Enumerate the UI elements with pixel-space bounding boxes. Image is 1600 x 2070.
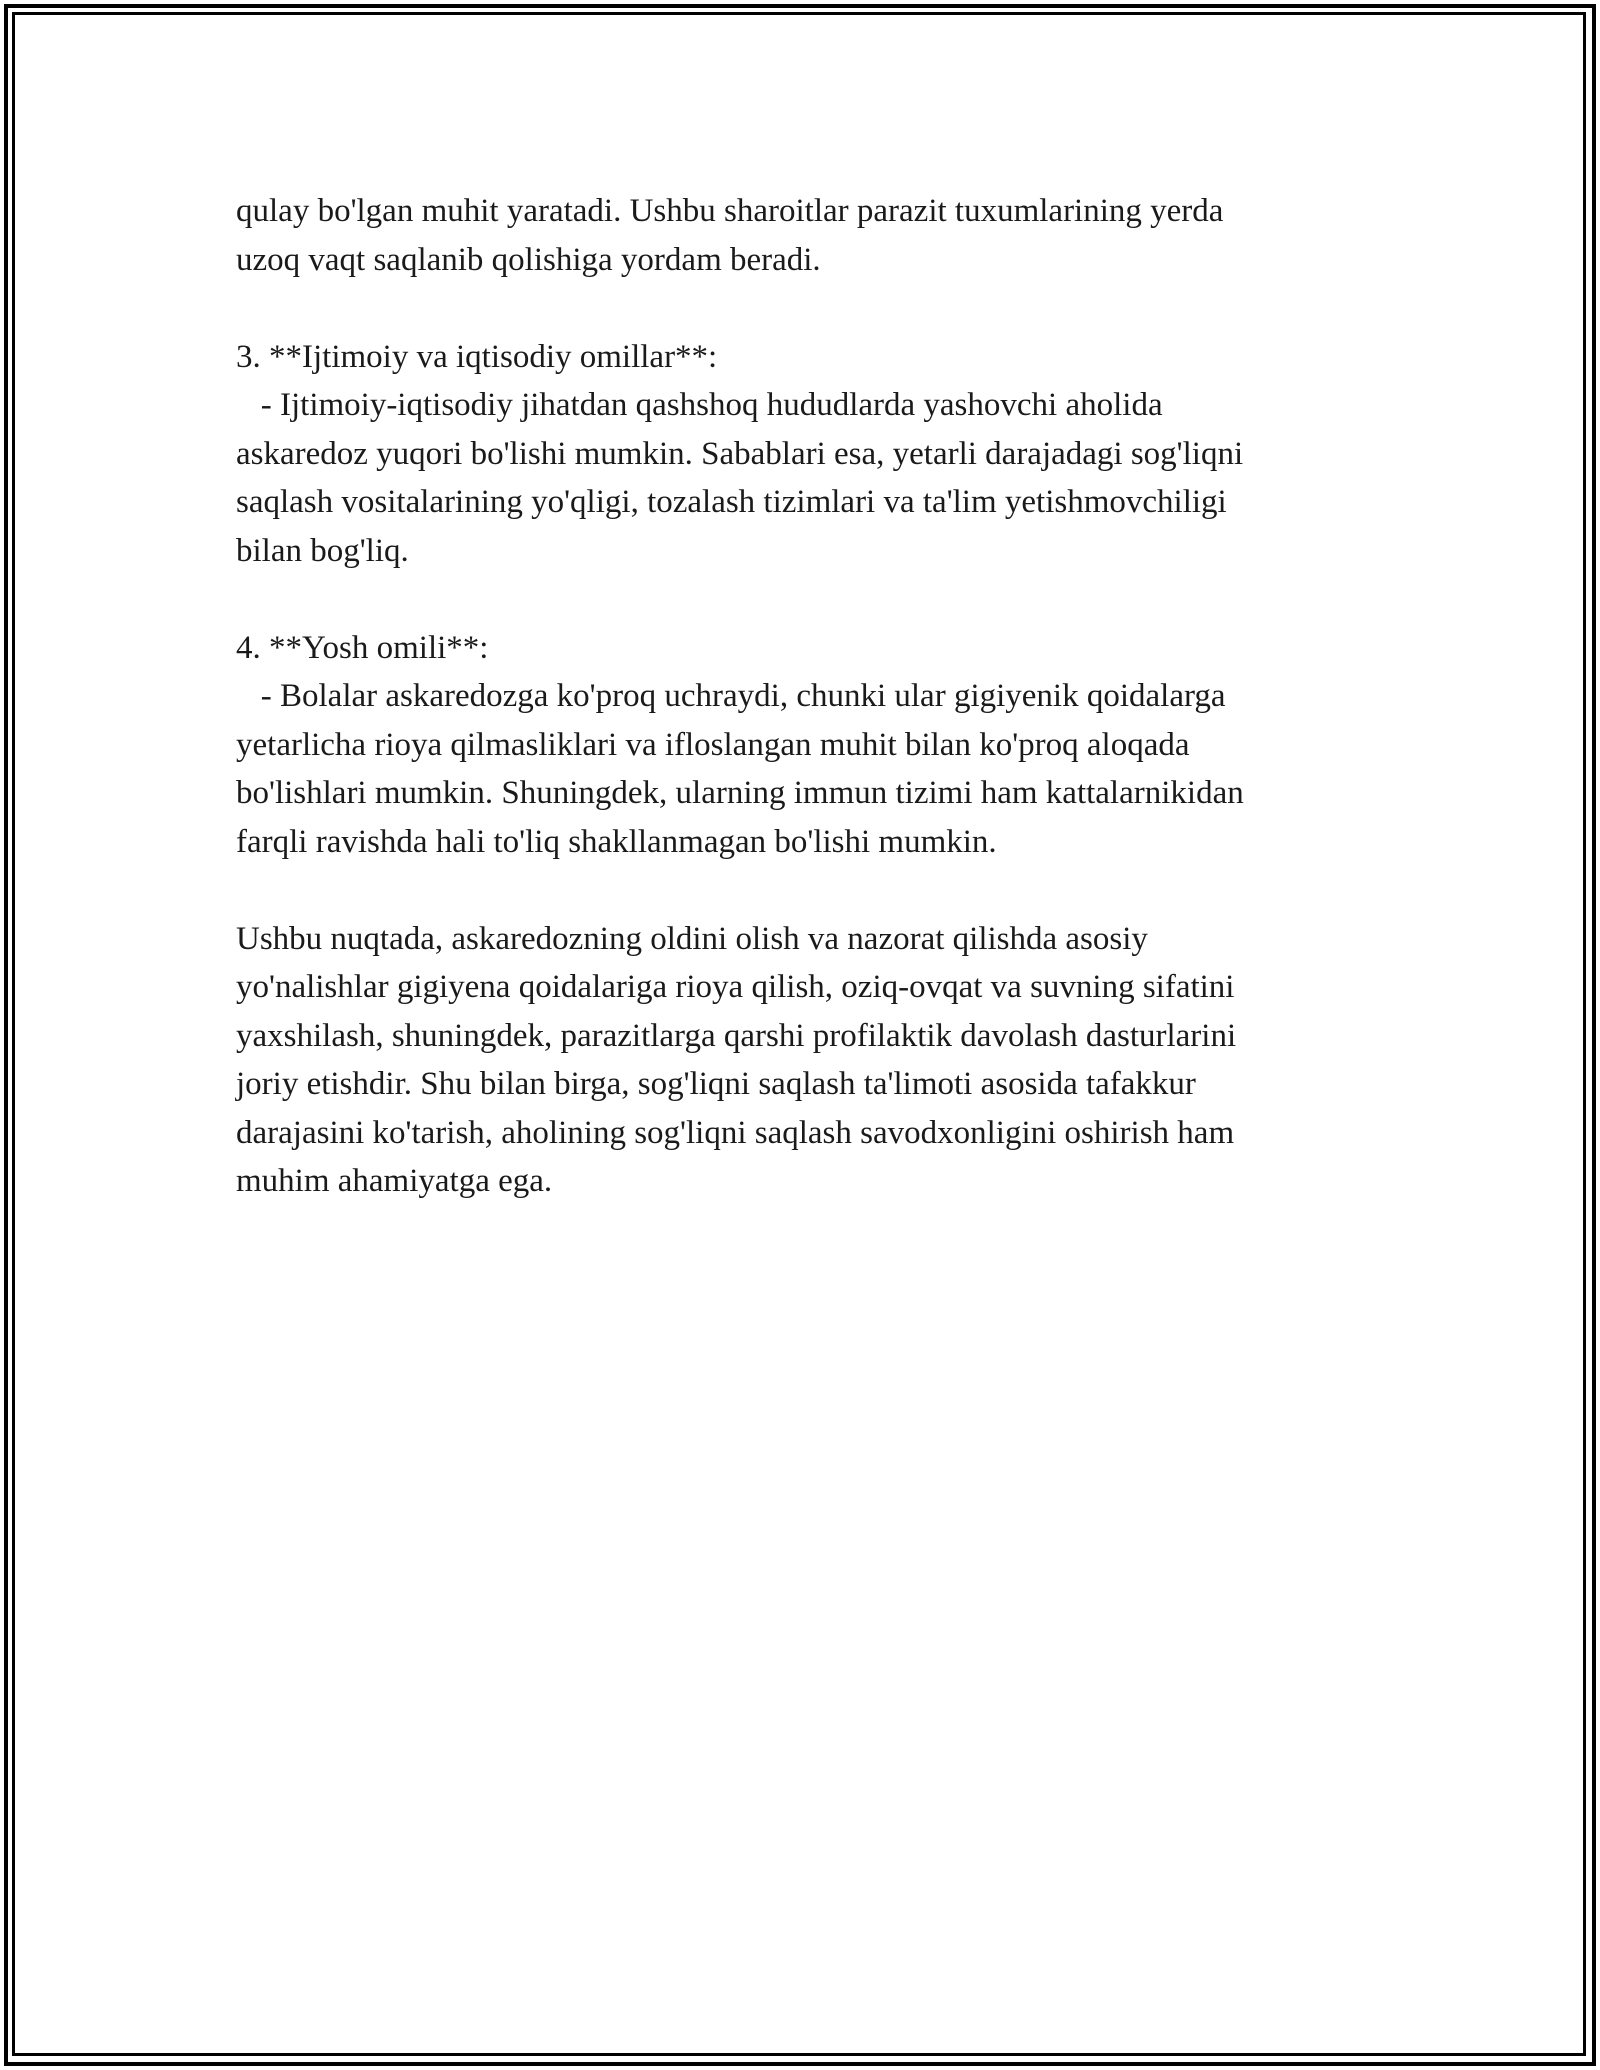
text-line: saqlash vositalarining yo'qligi, tozalash tizimlari va ta'lim yetishmovchiligi [236, 484, 1227, 520]
text-line: qulay bo'lgan muhit yaratadi. Ushbu sharoitlar parazit tuxumlarining yerda [236, 193, 1224, 229]
paragraph-gap [236, 284, 1376, 333]
list-item-3 [236, 333, 1376, 576]
paragraph-intro-continuation [236, 187, 1376, 284]
text-line: Ushbu nuqtada, askaredozning oldini olish va nazorat qilishda asosiy [236, 920, 1148, 957]
paragraph-conclusion [236, 915, 1376, 1206]
list-item-heading: 3. **Ijtimoiy va iqtisodiy omillar**: [236, 338, 718, 375]
list-item-4 [236, 624, 1376, 867]
text-line: yetarlicha rioya qilmasliklari va ifloslangan muhit bilan ko'proq aloqada [236, 726, 1190, 763]
text-line: - Ijtimoiy-iqtisodiy jihatdan qashshoq hududlarda yashovchi aholida [236, 387, 1163, 423]
text-line: yo'nalishlar gigiyena qoidalariga rioya qilish, oziq-ovqat va suvning sifatini [236, 969, 1235, 1005]
paragraph-gap [236, 866, 1376, 915]
list-item-heading: 4. **Yosh omili**: [236, 629, 489, 666]
text-line: farqli ravishda hali to'liq shakllanmagan bo'lishi mumkin. [236, 823, 997, 860]
text-line: bilan bog'liq. [236, 532, 409, 569]
text-line: - Bolalar askaredozga ko'proq uchraydi, chunki ular gigiyenik qoidalarga [236, 678, 1226, 714]
text-line: uzoq vaqt saqlanib qolishiga yordam beradi. [236, 241, 821, 278]
text-line: bo'lishlari mumkin. Shuningdek, ularning immun tizimi ham kattalarnikidan [236, 775, 1244, 811]
text-line: askaredoz yuqori bo'lishi mumkin. Sabablari esa, yetarli darajadagi sog'liqni [236, 435, 1244, 472]
text-line: darajasini ko'tarish, aholining sog'liqni saqlash savodxonligini oshirish ham [236, 1114, 1235, 1151]
text-line: muhim ahamiyatga ega. [236, 1163, 553, 1199]
text-line: joriy etishdir. Shu bilan birga, sog'liqni saqlash ta'limoti asosida tafakkur [236, 1066, 1196, 1102]
paragraph-gap [236, 575, 1376, 624]
text-line: yaxshilash, shuningdek, parazitlarga qarshi profilaktik davolash dasturlarini [236, 1017, 1237, 1054]
document-body [236, 187, 1376, 1206]
